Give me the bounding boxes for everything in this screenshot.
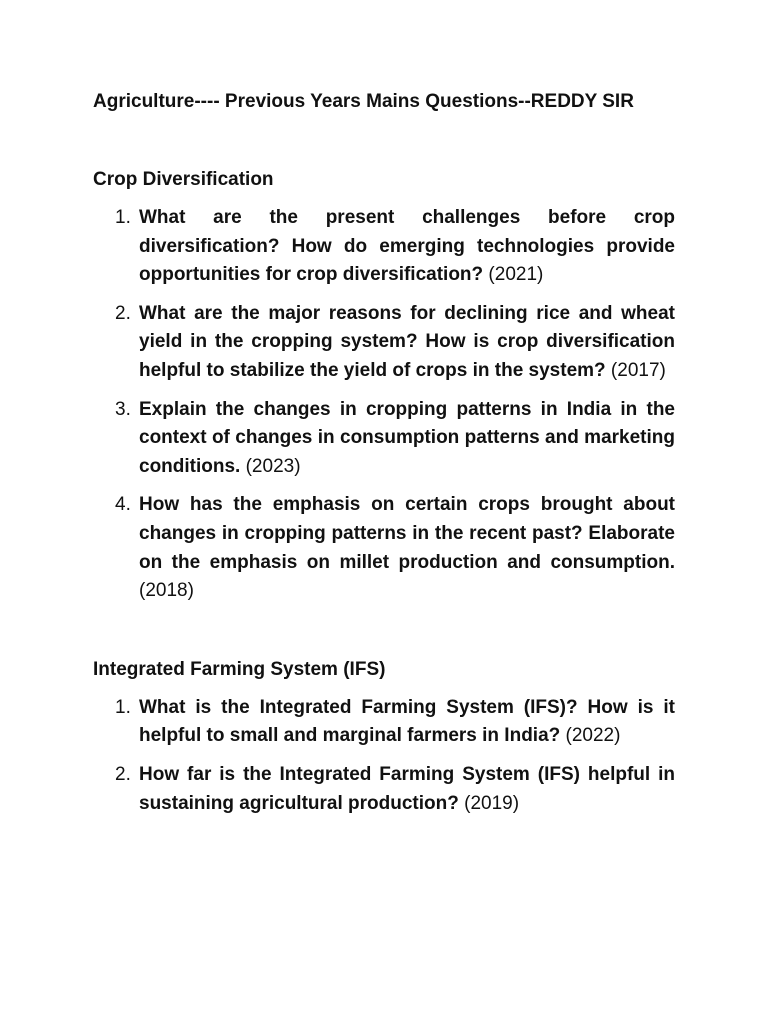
question-year: (2021) [488, 264, 544, 286]
question-number: 2. [115, 763, 131, 785]
section-heading: Integrated Farming System (IFS) [93, 658, 386, 680]
question-number: 2. [115, 302, 131, 324]
question-text: What are the major reasons for declining rice and wheat yield in the cropping system? How is crop diversification helpful to stabilize the yield of crops in the system? [139, 302, 675, 381]
question-text: Explain the changes in cropping patterns in India in the context of changes in consumption patterns and marketing conditions. [139, 398, 675, 477]
question-item [93, 300, 675, 386]
question-text: How far is the Integrated Farming System (IFS) helpful in sustaining agricultural production? [139, 763, 675, 814]
question-item [93, 491, 675, 605]
document-title: Agriculture---- Previous Years Mains Questions--REDDY SIR [93, 91, 634, 112]
question-text: What is the Integrated Farming System (IFS)? How is it helpful to small and marginal farmers in India? [139, 696, 675, 747]
question-year: (2017) [610, 359, 666, 381]
question-year: (2019) [464, 792, 520, 814]
question-number: 1. [115, 207, 131, 228]
question-item [93, 396, 675, 482]
question-list [93, 204, 675, 606]
question-item [93, 761, 675, 818]
question-text: What are the present challenges before crop diversification? How do emerging technologies provide opportunities for crop diversification? [139, 207, 675, 286]
document-page [93, 88, 675, 828]
question-year: (2023) [245, 455, 301, 477]
question-number: 1. [115, 696, 131, 718]
section-integrated-farming-system [93, 656, 675, 818]
question-item [93, 694, 675, 751]
section-heading: Crop Diversification [93, 169, 274, 190]
question-text: How has the emphasis on certain crops brought about changes in cropping patterns in the recent past? Elaborate on the emphasis on millet production and consumption. [139, 494, 675, 573]
question-list [93, 694, 675, 818]
question-year: (2018) [139, 580, 194, 602]
section-crop-diversification [93, 166, 675, 606]
question-number: 3. [115, 398, 131, 420]
question-item [93, 204, 675, 290]
question-year: (2022) [565, 725, 621, 747]
question-number: 4. [115, 494, 131, 516]
